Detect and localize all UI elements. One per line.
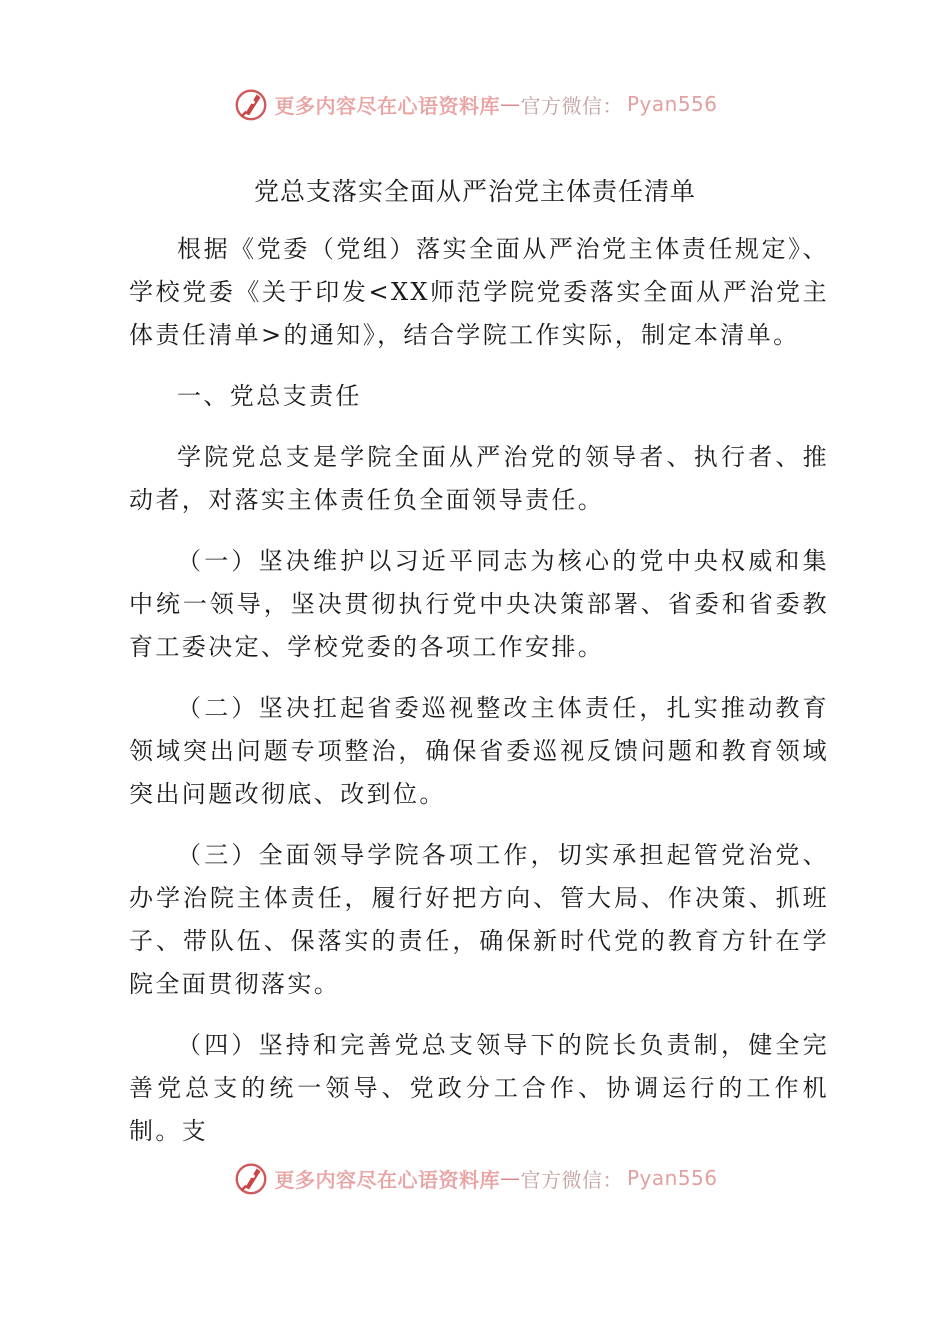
banner-wechat-id: Pyan556 xyxy=(626,1166,718,1190)
document-body xyxy=(129,228,829,1145)
banner-separator: — xyxy=(499,1166,521,1190)
paragraph-item-2: （二）坚决扛起省委巡视整改主体责任，扎实推动教育领域突出问题专项整治，确保省委巡视反馈问题和教育领域突出问题改彻底、改到位。 xyxy=(129,694,829,808)
paragraph: 学院党总支是学院全面从严治党的领导者、执行者、推动者，对落实主体责任负全面领导责任。 xyxy=(129,443,829,514)
pen-nib-logo-icon xyxy=(232,85,270,123)
document-title: 党总支落实全面从严治党主体责任清单 xyxy=(253,177,696,206)
footer-banner xyxy=(0,1158,950,1198)
paragraph-intro: 根据《党委（党组）落实全面从严治党主体责任规定》、学校党委《关于印发<XX师范学院党委落实全面从严治党主体责任清单>的通知》，结合学院工作实际，制定本清单。 xyxy=(129,235,829,349)
paragraph-item-3: （三）全面领导学院各项工作，切实承担起管党治党、办学治院主体责任，履行好把方向、管大局、作决策、抓班子、带队伍、保落实的责任，确保新时代党的教育方针在学院全面贯彻落实。 xyxy=(129,841,829,998)
banner-wechat-label: 官方微信： xyxy=(520,1167,623,1192)
section-heading: 一、党总支责任 xyxy=(177,382,362,410)
banner-main-text: 更多内容尽在心语资料库 xyxy=(274,1167,500,1192)
paragraph-item-1: （一）坚决维护以习近平同志为核心的党中央权威和集中统一领导，坚决贯彻执行党中央决策部署、省委和省委教育工委决定、学校党委的各项工作安排。 xyxy=(129,547,829,661)
pen-nib-logo-icon xyxy=(232,1159,270,1197)
banner-wechat-id: Pyan556 xyxy=(626,92,718,116)
banner-main-text: 更多内容尽在心语资料库 xyxy=(274,93,500,118)
banner-wechat-label: 官方微信： xyxy=(520,93,623,118)
paragraph-item-4: （四）坚持和完善党总支领导下的院长负责制，健全完善党总支的统一领导、党政分工合作、协调运行的工作机制。支 xyxy=(129,1031,829,1145)
header-banner xyxy=(0,84,950,124)
banner-separator: — xyxy=(499,92,521,116)
